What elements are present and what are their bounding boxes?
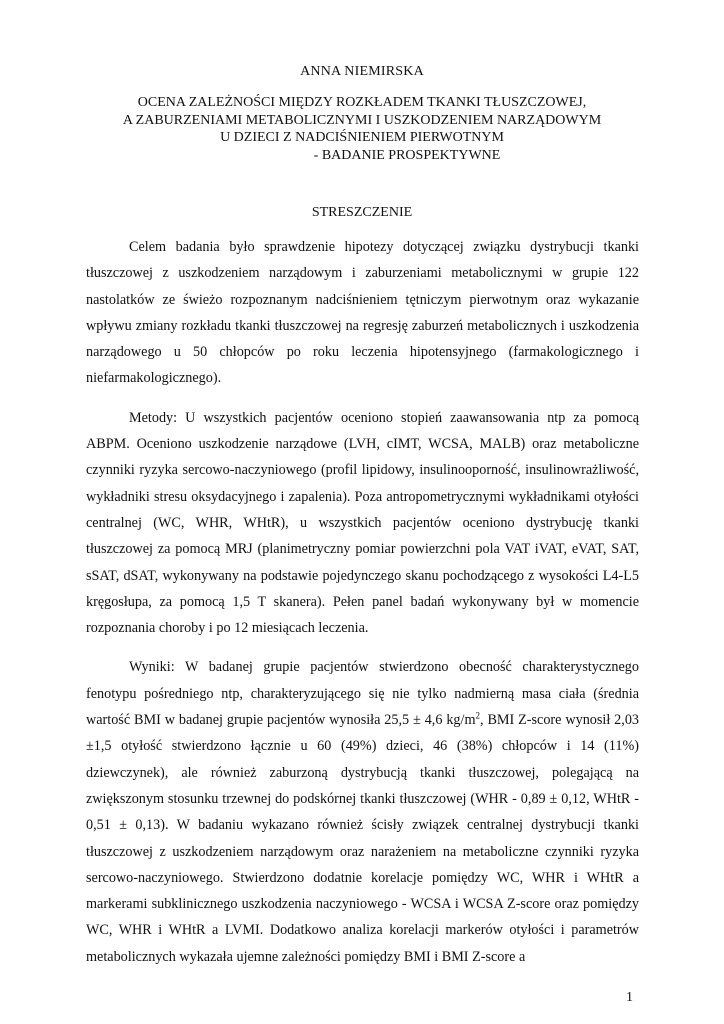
section-heading: STRESZCZENIE <box>311 205 413 220</box>
title-line: U DZIECI Z NADCIŚNIENIEM PIERWOTNYM <box>220 130 504 145</box>
page-number: 1 <box>626 990 633 1005</box>
document-title <box>0 94 724 164</box>
paragraph-methods: Metody: U wszystkich pacjentów oceniono stopień zaawansowania ntp za pomocą ABPM. Oceniono uszkodzenie narządowe (LVH, cIMT, WCSA, MALB) oraz metaboliczne czynniki ryzyka sercowo-naczyniowego (profil lipidowy, insulinooporność, insulinowrażliwość, wykładniki stresu oksydacyjnego i zapalenia). Poza antropometrycznymi wykładnikami otyłości centralnej (WC, WHR, WHtR), u wszystkich pacjentów oceniono dystrybucję tkanki tłuszczowej za pomocą MRJ (planimetryczny pomiar powierzchni pola VAT iVAT, eVAT, SAT, sSAT, dSAT, wykonywany na podstawie pojedynczego skanu pochodzącego z wysokości L4-L5 kręgosłupa, za pomocą 1,5 T skanera). Pełen panel badań wykonywany był w momencie rozpoznania choroby i po 12 miesiącach leczenia. <box>86 409 639 637</box>
title-line: - BADANIE PROSPEKTYWNE <box>313 147 501 163</box>
paragraph-results <box>86 654 639 970</box>
author-name: ANNA NIEMIRSKA <box>300 64 424 79</box>
paragraph-aim: Celem badania było sprawdzenie hipotezy dotyczącej związku dystrybucji tkanki tłuszczowej z uszkodzeniem narządowym i zaburzeniami metabolicznymi w grupie 122 nastolatków ze świeżo rozpoznanym nadciśnieniem tętniczym pierwotnym oraz wykazanie wpływu zmiany rozkładu tkanki tłuszczowej na regresję zaburzeń metabolicznych i uszkodzenia narządowego u 50 chłopców po roku leczenia hipotensyjnego (farmakologicznego i niefarmakologicznego). <box>86 239 639 387</box>
abstract-body <box>86 234 639 983</box>
results-text-part-1: Wyniki: W badanej grupie pacjentów stwierdzono obecność charakterystycznego fenotypu pośredniego ntp, charakteryzującego się nie tylko nadmierną masa ciała (średnia wartość BMI w badanej grupie pacjentów wynosiła 25,5 ± 4,6 kg/m <box>86 659 639 729</box>
superscript-2: 2 <box>475 710 480 721</box>
results-text-part-2: , BMI Z-score wynosił 2,03 ±1,5 otyłość stwierdzono łącznie u 60 (49%) dzieci, 46 (38%) chłopców i 14 (11%) dziewczynek), ale również zaburzoną dystrybucją tkanki tłuszczowej, polegającą na zwiększonym stosunku trzewnej do podskórnej tkanki tłuszczowej (WHR - 0,89 ± 0,12, WHtR - 0,51 ± 0,13). W badaniu wykazano również ścisły związek centralnej dystrybucji tkanki tłuszczowej z uszkodzeniem narządowym oraz narażeniem na metaboliczne czynniki ryzyka sercowo-naczyniowego. Stwierdzono dodatnie korelacje pomiędzy WC, WHR i WHtR a markerami subklinicznego uszkodzenia naczyniowego - WCSA i WCSA Z-score oraz pomiędzy WC, WHR i WHtR a LVMI. Dodatkowo analiza korelacji markerów otyłości i parametrów metabolicznych wykazała ujemne zależności pomiędzy BMI i BMI Z-score a <box>86 712 640 965</box>
title-line: OCENA ZALEŻNOŚCI MIĘDZY ROZKŁADEM TKANKI TŁUSZCZOWEJ, <box>137 95 587 110</box>
title-line: A ZABURZENIAMI METABOLICZNYMI I USZKODZENIEM NARZĄDOWYM <box>122 112 602 128</box>
